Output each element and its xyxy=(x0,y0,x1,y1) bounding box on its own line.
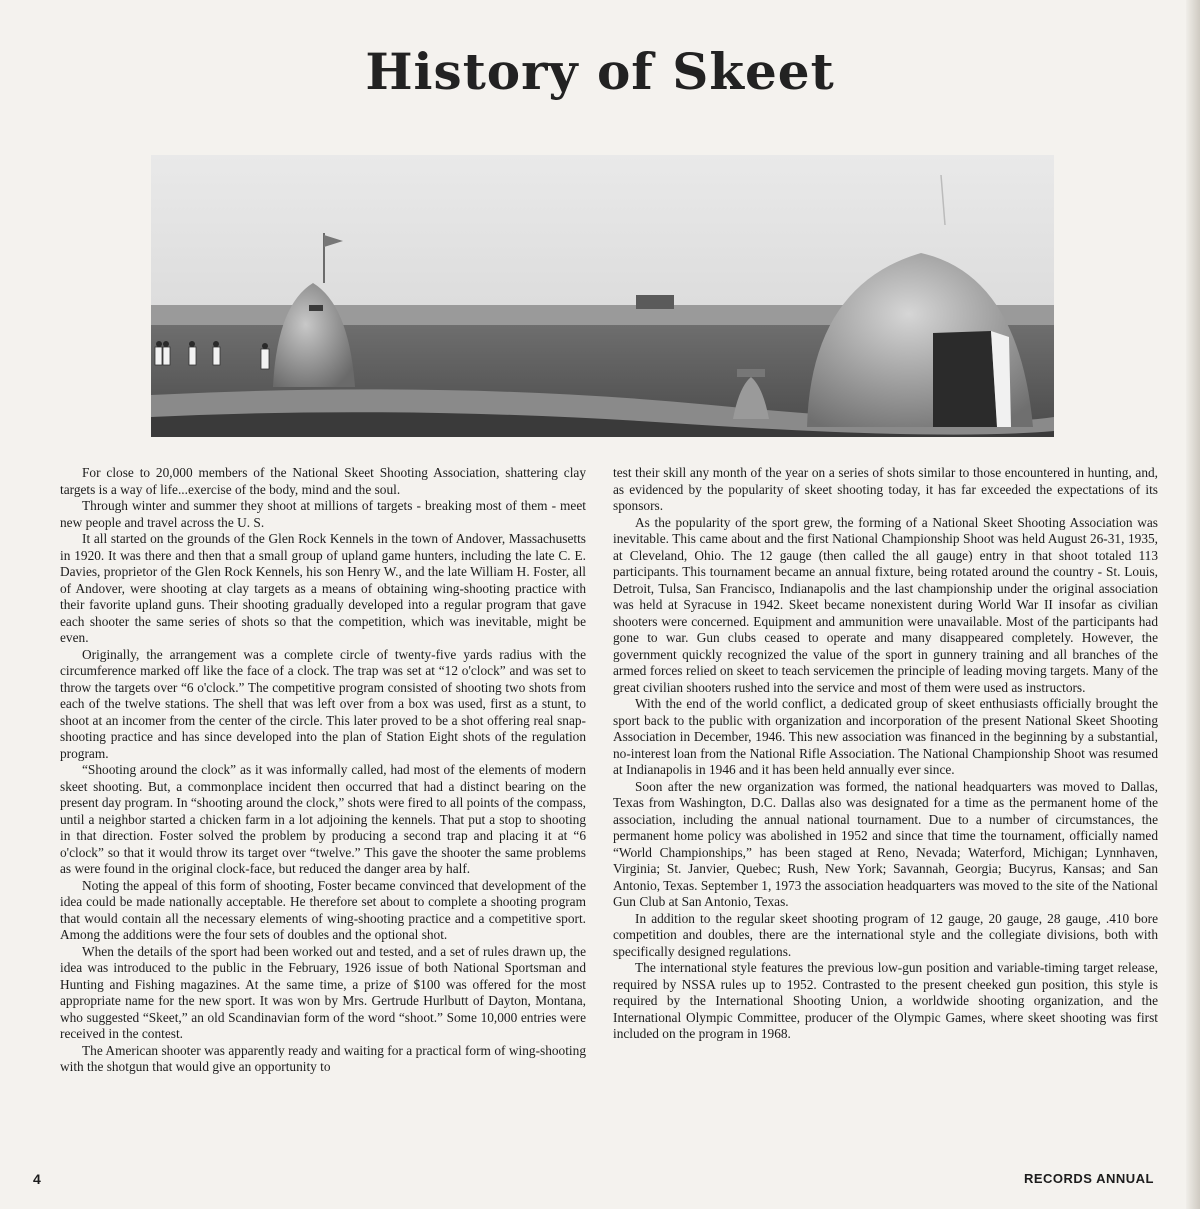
paragraph: The American shooter was apparently ready and waiting for a practical form of wing-shooting with the shotgun that would give an opportunity to xyxy=(60,1042,586,1074)
page-edge-shadow xyxy=(1186,0,1200,1209)
page-title: History of Skeet xyxy=(365,42,835,101)
page-number: 4 xyxy=(33,1171,41,1187)
right-text-column xyxy=(613,465,1158,1043)
paragraph: Noting the appeal of this form of shooting, Foster became convinced that development of the idea could be made nationally acceptable. He therefore set about to complete a shooting program that would contain all the necessary elements of wing-shooting practice and a competitive sport. Among the additions were the four sets of doubles and the optional shot. xyxy=(60,877,586,942)
paragraph: As the popularity of the sport grew, the forming of a National Skeet Shooting Association was inevitable. This came about and the first National Championship Shoot was held August 26-31, 1935, at Cleveland, Ohio. The 12 gauge (then called the all gauge) entry in that shoot totaled 113 participants. This tournament became an annual fixture, being rotated around the country - St. Louis, Detroit, Tulsa, San Francisco, Indianapolis and the last championship under the original association was held at Syracuse in 1942. Skeet became nonexistent during World War II insofar as civilian shooters were concerned. Equipment and ammunition were unavailable. Most of the participants had gone to war. Gun clubs ceased to operate and many disappeared completely. However, the government quickly recognized the value of the sport in gunnery training and all branches of the armed forces relied on skeet to teach servicemen the principle of leading moving targets. Many of the great civilian shooters rushed into the service and most of them were used as instructors. xyxy=(613,514,1158,695)
paragraph: Originally, the arrangement was a complete circle of twenty-five yards radius with the circumference marked off like the face of a clock. The trap was set at “12 o'clock” and was set to throw the targets over “6 o'clock.” The competitive program consisted of shooting two shots from each of the twelve stations. The shell that was left over from a box was used, first as a stunt, to shoot at an incomer from the center of the circle. This later proved to be a shot offering real snap-shooting practice and has since developed into the plan of Station Eight shots of the regulation program. xyxy=(60,646,586,761)
paragraph: The international style features the previous low-gun position and variable-timing target release, required by NSSA rules up to 1952. Contrasted to the present cheeked gun position, this style is required by the International Shooting Union, a worldwide shooting organization, and the International Olympic Committee, producer of the Olympic Games, where skeet shooting was first included on the program in 1968. xyxy=(613,960,1158,1041)
paragraph: When the details of the sport had been worked out and tested, and a set of rules drawn up, the idea was introduced to the public in the February, 1926 issue of both National Sportsman and Hunting and Fishing magazines. At the same time, a prize of $100 was offered for the most appropriate name for the new sport. It was won by Mrs. Gertrude Hurlbutt of Dayton, Montana, who suggested “Skeet,” an old Scandinavian form of the word “shoot.” Some 10,000 entries were received in the contest. xyxy=(60,943,586,1041)
left-text-column xyxy=(60,465,586,1076)
photo-skeet-field xyxy=(151,155,1054,437)
paragraph: test their skill any month of the year on a series of shots similar to those encountered in hunting, and, as evidenced by the popularity of skeet shooting today, it has far exceeded the expectations of its sponsors. xyxy=(613,465,1158,513)
paragraph: Soon after the new organization was formed, the national headquarters was moved to Dallas, Texas from Washington, D.C. Dallas also was designated for a time as the permanent home of the association, including the annual national tournament. Due to a number of circumstances, the permanent home policy was abolished in 1952 and since that time the tournament, officially named “World Championships,” has been staged at Reno, Nevada; Waterford, Michigan; Lynnhaven, Virginia; St. Janvier, Quebec; Rush, New York; Savannah, Georgia; Bucyrus, Kansas; and San Antonio, Texas. September 1, 1973 the association headquarters was moved to the site of the National Gun Club at San Antonio, Texas. xyxy=(613,778,1158,909)
paragraph: “Shooting around the clock” as it was informally called, had most of the elements of modern skeet shooting. But, a commonplace incident then occurred that had a distinct bearing on the present day program. In “shooting around the clock,” shots were fired to all points of the compass, until a neighbor started a chicken farm in a lot adjoining the kennels. That put a stop to shooting in that direction. Foster solved the problem by producing a second trap and placing it at “6 o'clock” so that it would throw its target over “twelve.” This gave the shooter the same problems as were found in the original clock-face, but reduced the danger area by half. xyxy=(60,762,586,876)
publication-name: RECORDS ANNUAL xyxy=(1023,1171,1154,1186)
paragraph: In addition to the regular skeet shooting program of 12 gauge, 20 gauge, 28 gauge, .410 bore competition and doubles, there are the international style and the collegiate divisions, both with specifically designed regulations. xyxy=(613,910,1158,959)
paragraph: It all started on the grounds of the Glen Rock Kennels in the town of Andover, Massachusetts in 1920. It was there and then that a small group of upland game hunters, including the late C. E. Davies, proprietor of the Glen Rock Kennels, his son Henry W., and the late William H. Foster, all of Andover, were shooting at clay targets as a means of obtaining wing-shooting practice with their favorite upland guns. Their shooting gradually developed into a regular program that gave each shooter the same series of shots so that the competition, which was inevitable, might be even. xyxy=(60,531,586,645)
paragraph: Through winter and summer they shoot at millions of targets - breaking most of them - meet new people and travel across the U. S. xyxy=(60,498,586,530)
paragraph: For close to 20,000 members of the National Skeet Shooting Association, shattering clay targets is a way of life...exercise of the body, mind and the soul. xyxy=(60,465,586,497)
paragraph: With the end of the world conflict, a dedicated group of skeet enthusiasts officially brought the sport back to the public with organization and incorporation of the present National Skeet Shooting Association in December, 1946. This new association was financed in the beginning by a substantial, no-interest loan from the National Rifle Association. The National Championship Shoot was resumed at Indianapolis in 1946 and it has been held annually ever since. xyxy=(613,696,1158,777)
